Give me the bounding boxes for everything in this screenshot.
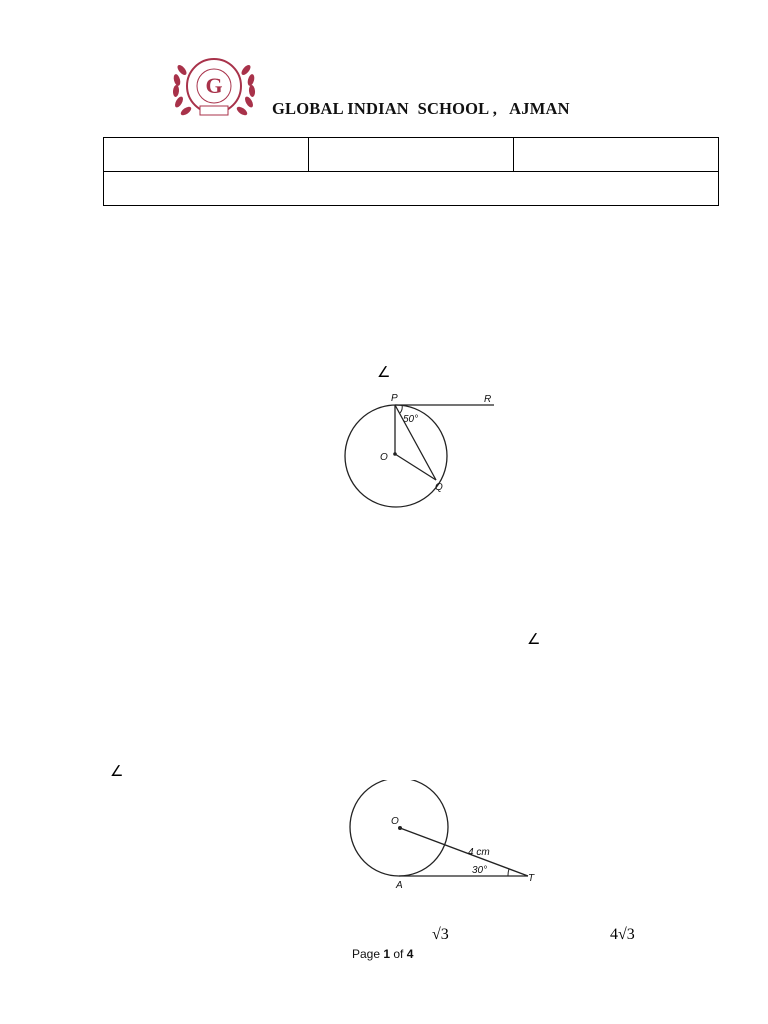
circle-outline	[345, 405, 447, 507]
info-cell	[104, 138, 309, 172]
label-p: P	[391, 393, 398, 404]
label-angle-30: 30°	[472, 865, 488, 876]
center-point	[393, 452, 397, 456]
option-root-3: √3	[432, 926, 449, 943]
segment-ot	[400, 828, 528, 876]
radius-oq	[395, 454, 436, 480]
label-r: R	[484, 394, 492, 405]
info-cell	[514, 138, 719, 172]
page-number	[352, 947, 413, 961]
student-info-table	[103, 137, 719, 206]
option-4-root-3: 4√3	[610, 926, 635, 943]
label-length: 4 cm	[468, 847, 490, 858]
page-of: of	[390, 947, 407, 961]
angle-arc	[508, 869, 509, 876]
angle-symbol: ∠	[527, 630, 541, 648]
page-current: 1	[383, 947, 391, 961]
svg-text:G: G	[205, 73, 223, 98]
page-total: 4	[406, 947, 414, 961]
circle-tangent-figure-2	[340, 780, 540, 895]
angle-arc	[400, 405, 402, 413]
label-a: A	[396, 880, 403, 891]
school-crest-logo-icon	[166, 56, 262, 120]
angle-symbol: ∠	[110, 762, 124, 780]
page-prefix: Page	[352, 947, 384, 961]
school-title: GLOBAL INDIAN SCHOOL , AJMAN	[272, 99, 570, 118]
label-t: T	[528, 873, 535, 884]
info-cell-wide	[104, 172, 719, 206]
angle-symbol: ∠	[377, 363, 391, 381]
label-o: O	[391, 816, 399, 827]
label-o: O	[380, 452, 388, 463]
circle-tangent-figure-1	[330, 388, 510, 508]
label-angle-50: 50°	[403, 414, 419, 425]
label-q: Q	[435, 482, 443, 493]
info-cell	[309, 138, 514, 172]
